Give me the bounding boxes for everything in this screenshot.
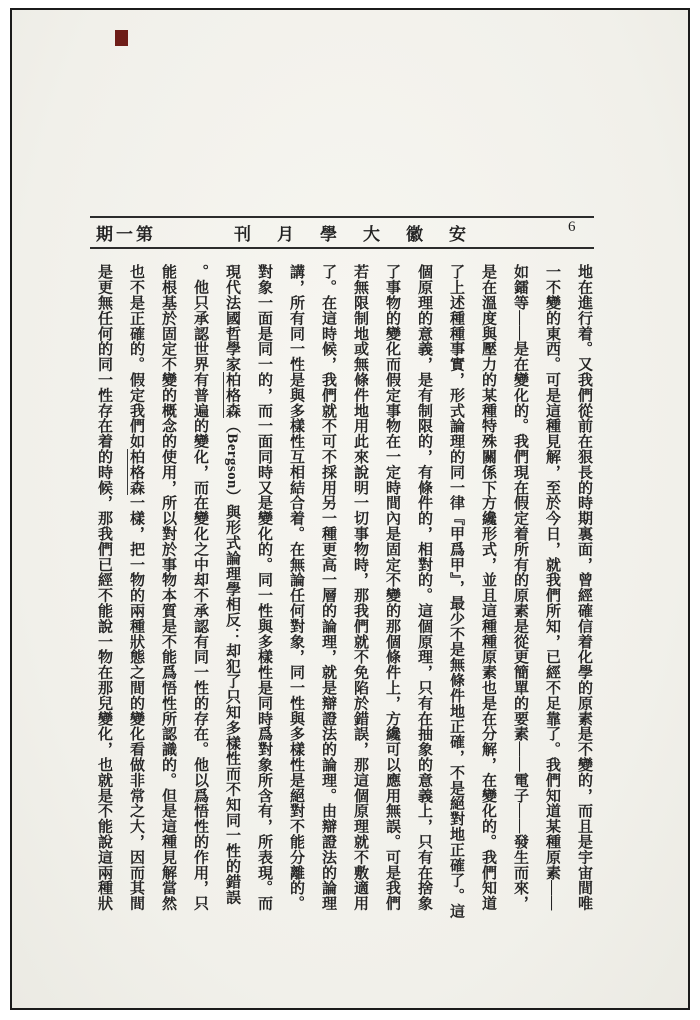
text-column-1: 地在進行着。又我們從前在狠長的時期裏面，曾經確信着化學的原素是不變的，而且是宇宙間唯 <box>576 264 592 911</box>
text-column-16: 是更無任何的同一性存在着的時候，那我們已經不能說一物在那兒變化，也就是不能說這兩種狀 <box>96 264 112 911</box>
header-rule-top <box>90 216 594 218</box>
page-number: 6 <box>568 219 576 235</box>
text-segment: （Bergson）與形式論理學相反：却犯了只知多樣性而不知同一性的錯誤 <box>224 418 240 905</box>
text-column-13: 。他只承認世界有普遍的變化，而在變化之中却不承認有同一性的存在。他以爲悟性的作用，只 <box>192 264 208 911</box>
text-segment: 現代法國哲學家 <box>224 264 240 372</box>
text-column-5: 了上述種種事實，形式論理的同一律『甲爲甲』，最少不是無條件地正確，不是絕對地正確了。這 <box>448 264 464 919</box>
body-text-block <box>96 264 592 918</box>
text-column-3: 如鐳等——是在變化的。我們現在假定着所有的原素是從更簡單的要素——電子——發生而來， <box>512 264 528 911</box>
text-column-15 <box>128 264 144 918</box>
text-column-4: 是在溫度與壓力的某種特殊關係下方纔形式，並且這種種原素也是在分解，在變化的。我們知道 <box>480 264 496 911</box>
text-segment: 也不是正確的。假定我們如 <box>128 264 144 449</box>
text-segment: 一樣，把一物的兩種狀態之間的變化看做非常之大，因而其間 <box>128 495 144 911</box>
text-column-14: 能根基於固定不變的概念的使用，所以對於事物本質是不能爲悟性所認識的。但是這種見解當然 <box>160 264 176 911</box>
text-column-7: 了事物的變化而假定事物在一定時間內是固定不變的那個條件上，方纔可以應用無誤。可是我們 <box>384 264 400 911</box>
stamp-mark <box>115 30 128 46</box>
journal-title: 刊月學大徽安 <box>234 225 492 244</box>
scanned-page <box>10 8 690 1010</box>
text-column-12 <box>224 264 240 918</box>
text-column-2: 一不變的東西。可是這種見解，至於今日，就我們所知，已經不足靠了。我們知道某種原素—— <box>544 264 560 911</box>
issue-label: 期一第 <box>96 225 156 244</box>
text-column-6: 個原理的意義，是有制限的，有條件的，相對的。這個原理，只有在抽象的意義上，只有在捨象 <box>416 264 432 911</box>
text-column-11: 對象一面是同一的，而一面同時又是變化的。同一性與多樣性是同時爲對象所含有，所表現。而 <box>256 264 272 911</box>
text-column-9: 了。在這時候，我們就不可不採用另一種更高一層的論理，就是辯證法的論理。由辯證法的論理 <box>320 264 336 911</box>
text-column-8: 若無限制地或無條件地用此來說明一切事物時，那我們就不免陷於錯誤，那這個原理就不敷適用 <box>352 264 368 911</box>
header-rule-bottom <box>90 247 594 249</box>
proper-noun-bergson: 柏格森 <box>128 448 144 496</box>
text-column-10: 講，所有同一性是與多樣性互相結合着。在無論任何對象，同一性與多樣性是絕對不能分離的。 <box>288 264 304 911</box>
proper-noun-bergson: 柏格森 <box>224 371 240 419</box>
